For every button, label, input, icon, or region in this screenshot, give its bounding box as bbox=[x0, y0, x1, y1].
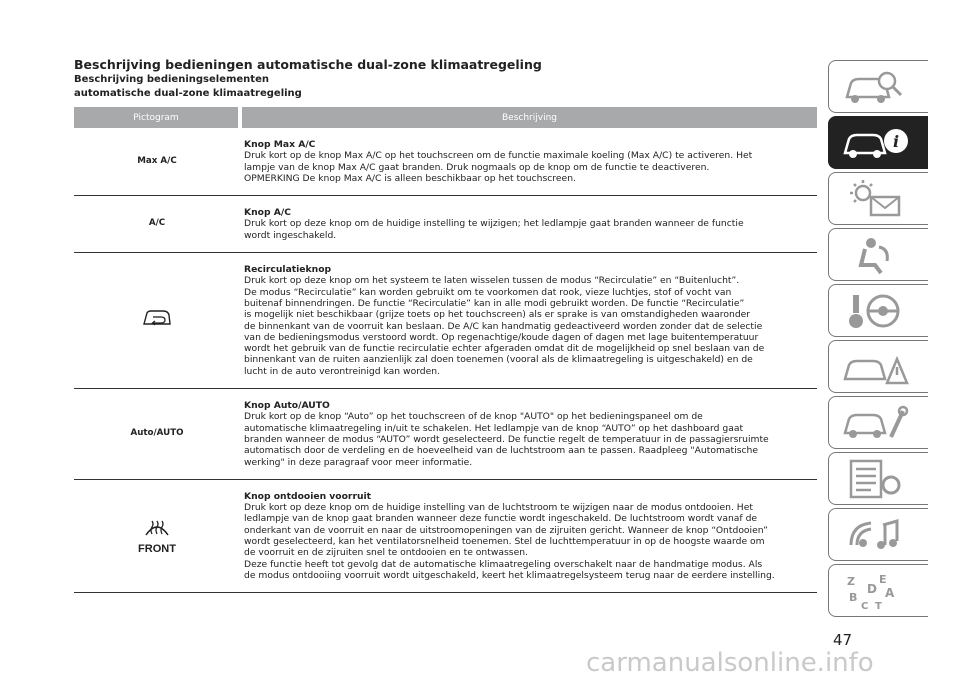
desc-line: de modus ontdooiing voorruit wordt uitgeschakeld, keert het klimaatregelsysteem terug naar de eerdere instelling. bbox=[244, 569, 775, 581]
description-cell bbox=[240, 389, 817, 480]
desc-line: Druk kort op de knop “Auto” op het touchscreen of de knop "AUTO" op het bedieningspaneel om de bbox=[244, 411, 703, 423]
table-row bbox=[74, 196, 817, 253]
page-number: 47 bbox=[833, 631, 853, 649]
pictogram-ac: A/C bbox=[74, 196, 240, 253]
row-heading: Knop Auto/AUTO bbox=[244, 400, 330, 412]
description-cell bbox=[240, 479, 817, 592]
row-heading: Knop Max A/C bbox=[244, 139, 316, 150]
svg-text:i: i bbox=[892, 132, 900, 151]
svg-text:C: C bbox=[861, 601, 869, 611]
desc-line: binnenkant van de ruiten aanzienlijk zal doen toenemen (vooral als de klimaatregeling is uitgeschakeld) en de bbox=[244, 354, 753, 366]
desc-line: OPMERKING De knop Max A/C is alleen beschikbaar op het touchscreen. bbox=[244, 172, 576, 184]
desc-line: wordt het gebruik van de functie recirculatie echter afgeraden omdat dit de mogelijkheid op snel beslaan van de bbox=[244, 343, 765, 355]
desc-line: lampje van de knop Max A/C gaat branden. Druk nogmaals op de knop om de functie te deactiveren. bbox=[244, 161, 710, 173]
desc-line: branden wanneer de modus “AUTO” wordt geselecteerd. De functie regelt de temperatuur in de passagiersruimte bbox=[244, 433, 769, 445]
pictogram-recirculation bbox=[74, 253, 240, 389]
technical-data-icon bbox=[841, 459, 911, 499]
car-breakdown-icon bbox=[841, 347, 911, 387]
desc-line: wordt geselecteerd, kan het ventilatorsnelheid toenemen. Stel de luchttemperatuur in op de hoogste waarde om bbox=[244, 536, 765, 548]
desc-line: Druk kort op de knop Max A/C op het touchscreen om de functie maximale koeling (Max A/C) te activeren. Het bbox=[244, 150, 753, 162]
desc-line: de binnenkant van de voorruit kan beslaan. De A/C kan handmatig gedeactiveerd worden zonder dat de selectie bbox=[244, 320, 763, 332]
row-heading: Knop ontdooien voorruit bbox=[244, 490, 372, 502]
desc-line: automatische klimaatregeling in/uit te schakelen. Het ledlampje van de knop “AUTO” op het dashboard gaat bbox=[244, 422, 744, 434]
alphabetical-index-icon bbox=[841, 571, 911, 611]
desc-line: ledlampje van de knop gaat branden wanneer deze functie wordt ingeschakeld. De luchtstroom wordt vanaf de bbox=[244, 513, 758, 525]
desc-line: De modus “Recirculatie” kan worden gebruikt om te voorkomen dat rook, vieze luchtjes, stof of vocht van bbox=[244, 286, 732, 298]
car-search-icon bbox=[841, 67, 911, 107]
svg-text:E: E bbox=[879, 573, 887, 586]
svg-text:D: D bbox=[867, 582, 877, 596]
section-title: Beschrijving bedieningen automatische dual-zone klimaatregeling bbox=[74, 57, 542, 72]
chapter-tabs bbox=[828, 60, 928, 620]
subtitle-line-2: automatische dual-zone klimaatregeling bbox=[74, 88, 302, 99]
desc-line: automatisch door de verdeling en de hoeveelheid van de luchtstroom aan te passen. Raadpleeg "Automatische bbox=[244, 445, 759, 457]
row-heading: Recirculatieknop bbox=[244, 264, 332, 276]
subtitle-line-1: Beschrijving bedieningselementen bbox=[74, 74, 269, 85]
description-cell bbox=[240, 128, 817, 196]
car-maintenance-icon bbox=[841, 403, 911, 443]
table-row bbox=[74, 253, 817, 389]
table-row bbox=[74, 389, 817, 480]
tab-alphabetical-index[interactable] bbox=[828, 564, 928, 617]
row-heading: Knop A/C bbox=[244, 207, 291, 219]
tab-car-maintenance[interactable] bbox=[828, 396, 928, 449]
tab-key-steering-wheel[interactable] bbox=[828, 284, 928, 337]
desc-line: is mogelijk niet beschikbaar (grijze toets op het touchscreen) als er sprake is van omstandigheden waaronder bbox=[244, 309, 751, 321]
controls-table bbox=[74, 107, 817, 593]
front-defrost-icon bbox=[144, 517, 170, 537]
pictogram-auto: Auto/AUTO bbox=[74, 389, 240, 480]
svg-text:A: A bbox=[885, 586, 895, 600]
warning-lights-message-icon bbox=[841, 179, 911, 219]
car-info-icon bbox=[841, 123, 911, 163]
table-header-row bbox=[74, 107, 817, 128]
tab-car-search[interactable] bbox=[828, 60, 928, 113]
desc-line: lucht in de auto verontreinigd kan worden. bbox=[244, 365, 441, 377]
tab-warning-lights[interactable] bbox=[828, 172, 928, 225]
watermark: carmanualsonline.info bbox=[586, 648, 874, 678]
desc-line: wordt ingeschakeld. bbox=[244, 229, 337, 241]
header-pictogram: Pictogram bbox=[74, 107, 240, 128]
desc-line: buitenaf binnendringen. De functie “Recirculatie” kan in alle modi gebruikt worden. De functie “Recirculatie” bbox=[244, 297, 745, 309]
svg-text:Z: Z bbox=[847, 575, 855, 588]
svg-text:B: B bbox=[849, 591, 858, 604]
tab-car-breakdown[interactable] bbox=[828, 340, 928, 393]
header-description: Beschrijving bbox=[240, 107, 817, 128]
desc-line: onderkant van de voorruit en naar de uitstroomopeningen van de zijruiten gericht. Wanneer de knop “Ontdooien” bbox=[244, 524, 768, 536]
desc-line: Druk kort op deze knop om het systeem te laten wisselen tussen de modus “Recirculatie” en “Buitenlucht”. bbox=[244, 275, 740, 287]
desc-line: de voorruit en de zijruiten snel te ontdooien en te ontwassen. bbox=[244, 547, 528, 559]
airbag-seat-icon bbox=[841, 235, 911, 275]
multimedia-icon bbox=[841, 515, 911, 555]
recirculation-icon bbox=[141, 309, 173, 327]
description-cell bbox=[240, 196, 817, 253]
table-row bbox=[74, 128, 817, 196]
pictogram-front-defrost bbox=[74, 479, 240, 592]
front-label: FRONT bbox=[138, 542, 176, 555]
pictogram-max-ac: Max A/C bbox=[74, 128, 240, 196]
desc-line: van de bedieningsmodus verstoord wordt. Op regenachtige/koude dagen of dagen met lage buitentemperatuur bbox=[244, 331, 759, 343]
key-steering-wheel-icon bbox=[841, 291, 911, 331]
desc-line: Druk kort op deze knop om de huidige instelling te wijzigen; het ledlampje gaat branden wanneer de functie bbox=[244, 218, 744, 230]
tab-airbag-seat[interactable] bbox=[828, 228, 928, 281]
tab-car-info[interactable] bbox=[828, 116, 928, 169]
table-row bbox=[74, 479, 817, 592]
tab-multimedia[interactable] bbox=[828, 508, 928, 561]
svg-text:T: T bbox=[875, 601, 882, 611]
desc-line: Druk kort op deze knop om de huidige instelling van de luchtstroom te wijzigen naar de modus ontdooien. Het bbox=[244, 502, 753, 514]
desc-line: werking" in deze paragraaf voor meer informatie. bbox=[244, 456, 473, 468]
tab-technical-data[interactable] bbox=[828, 452, 928, 505]
description-cell bbox=[240, 253, 817, 389]
desc-line: Deze functie heeft tot gevolg dat de automatische klimaatregeling overschakelt naar de handmatige modus. Als bbox=[244, 558, 763, 570]
